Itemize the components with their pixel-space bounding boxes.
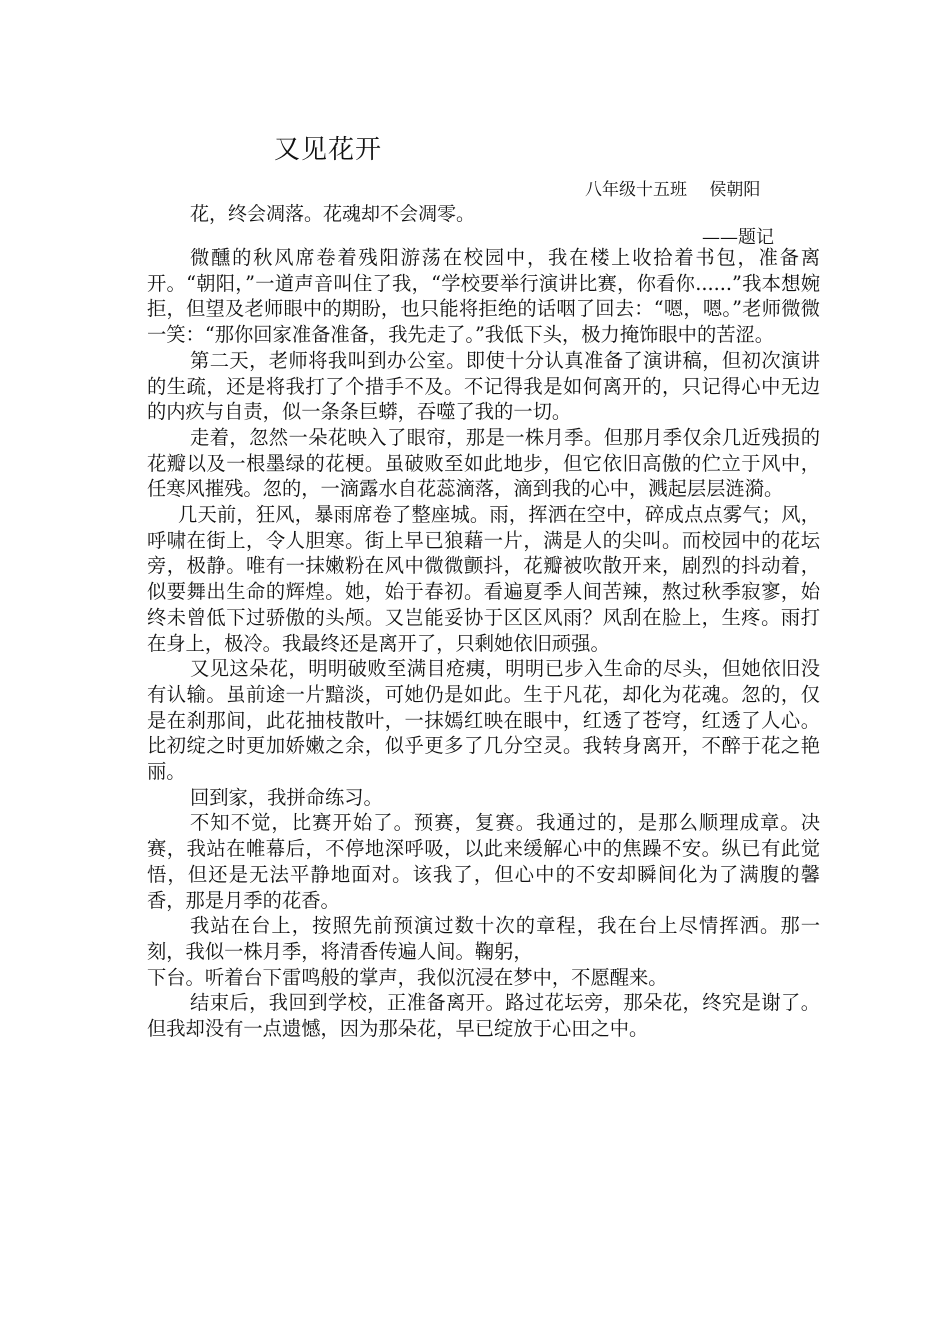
- epigraph-credit: ——题记: [702, 227, 774, 248]
- paragraph-9: 下台。听着台下雷鸣般的掌声，我似沉浸在梦中，不愿醒来。: [147, 965, 668, 989]
- epigraph: 花，终会凋落。花魂却不会凋零。: [190, 203, 476, 225]
- paragraph-5: 又见这朵花，明明破败至满目疮痍，明明已步入生命的尽头，但她依旧没有认输。虽前途一片黯淡，可她仍是如此。生于凡花，却化为花魂。忽的，仅是在刹那间，此花抽枝散叶，一抹嫣红映在眼中，红透了苍穹，红透了人心。比初绽之时更加娇嫩之余，似乎更多了几分空灵。我转身离开，不醉于花之艳丽。: [147, 657, 820, 784]
- paragraph-2: 第二天，老师将我叫到办公室。即使十分认真准备了演讲稿，但初次演讲的生疏，还是将我打了个措手不及。不记得我是如何离开的，只记得心中无边的内疚与自责，似一条条巨蟒，吞噬了我的一切。: [147, 348, 820, 424]
- paragraph-7: 不知不觉，比赛开始了。预赛，复赛。我通过的，是那么顺理成章。决赛，我站在帷幕后，不停地深呼吸，以此来缓解心中的焦躁不安。纵已有此觉悟，但还是无法平静地面对。该我了，但心中的不安却瞬间化为了满腹的馨香，那是月季的花香。: [147, 811, 820, 912]
- paragraph-6: 回到家，我拼命练习。: [190, 785, 383, 809]
- document-title: 又见花开: [274, 135, 383, 165]
- essay-body: [147, 245, 820, 1042]
- paragraph-10: 结束后，我回到学校，正准备离开。路过花坛旁，那朵花，终究是谢了。但我却没有一点遗憾，因为那朵花，早已绽放于心田之中。: [147, 991, 820, 1041]
- paragraph-8: 我站在台上，按照先前预演过数十次的章程，我在台上尽情挥洒。那一刻，我似一株月季，将清香传遍人间。鞠躬，: [147, 914, 820, 963]
- paragraph-4: 几天前，狂风，暴雨席卷了整座城。雨，挥洒在空中，碎成点点雾气；风，呼啸在街上，令人胆寒。街上早已狼藉一片，满是人的尖叫。而校园中的花坛旁，极静。唯有一抹嫩粉在风中微微颤抖，花瓣被吹散开来，剧烈的抖动着，似要舞出生命的辉煌。她，始于春初。看遍夏季人间苦辣，熬过秋季寂寥，始终未曾低下过骄傲的头颅。又岂能妥协于区区风雨？风刮在脸上，生疼。雨打在身上，极冷。我最终还是离开了，只剩她依旧顽强。: [147, 503, 820, 655]
- author-line: 八年级十五班 侯朝阳: [585, 180, 761, 200]
- paragraph-1: 微醺的秋风席卷着残阳游荡在校园中，我在楼上收拾着书包，准备离开。“朝阳，”一道声音叫住了我，“学校要举行演讲比赛，你看你......”我本想婉拒，但望及老师眼中的期盼，也只能将拒绝的话咽了回去：“嗯，嗯。”老师微微一笑：“那你回家准备准备，我先走了。”我低下头，极力掩饰眼中的苦涩。: [147, 246, 820, 347]
- paragraph-3: 走着，忽然一朵花映入了眼帘，那是一株月季。但那月季仅余几近残损的花瓣以及一根墨绿的花梗。虽破败至如此地步，但它依旧高傲的伫立于风中，任寒风摧残。忽的，一滴露水自花蕊滴落，滴到我的心中，溅起层层涟漪。: [147, 425, 820, 501]
